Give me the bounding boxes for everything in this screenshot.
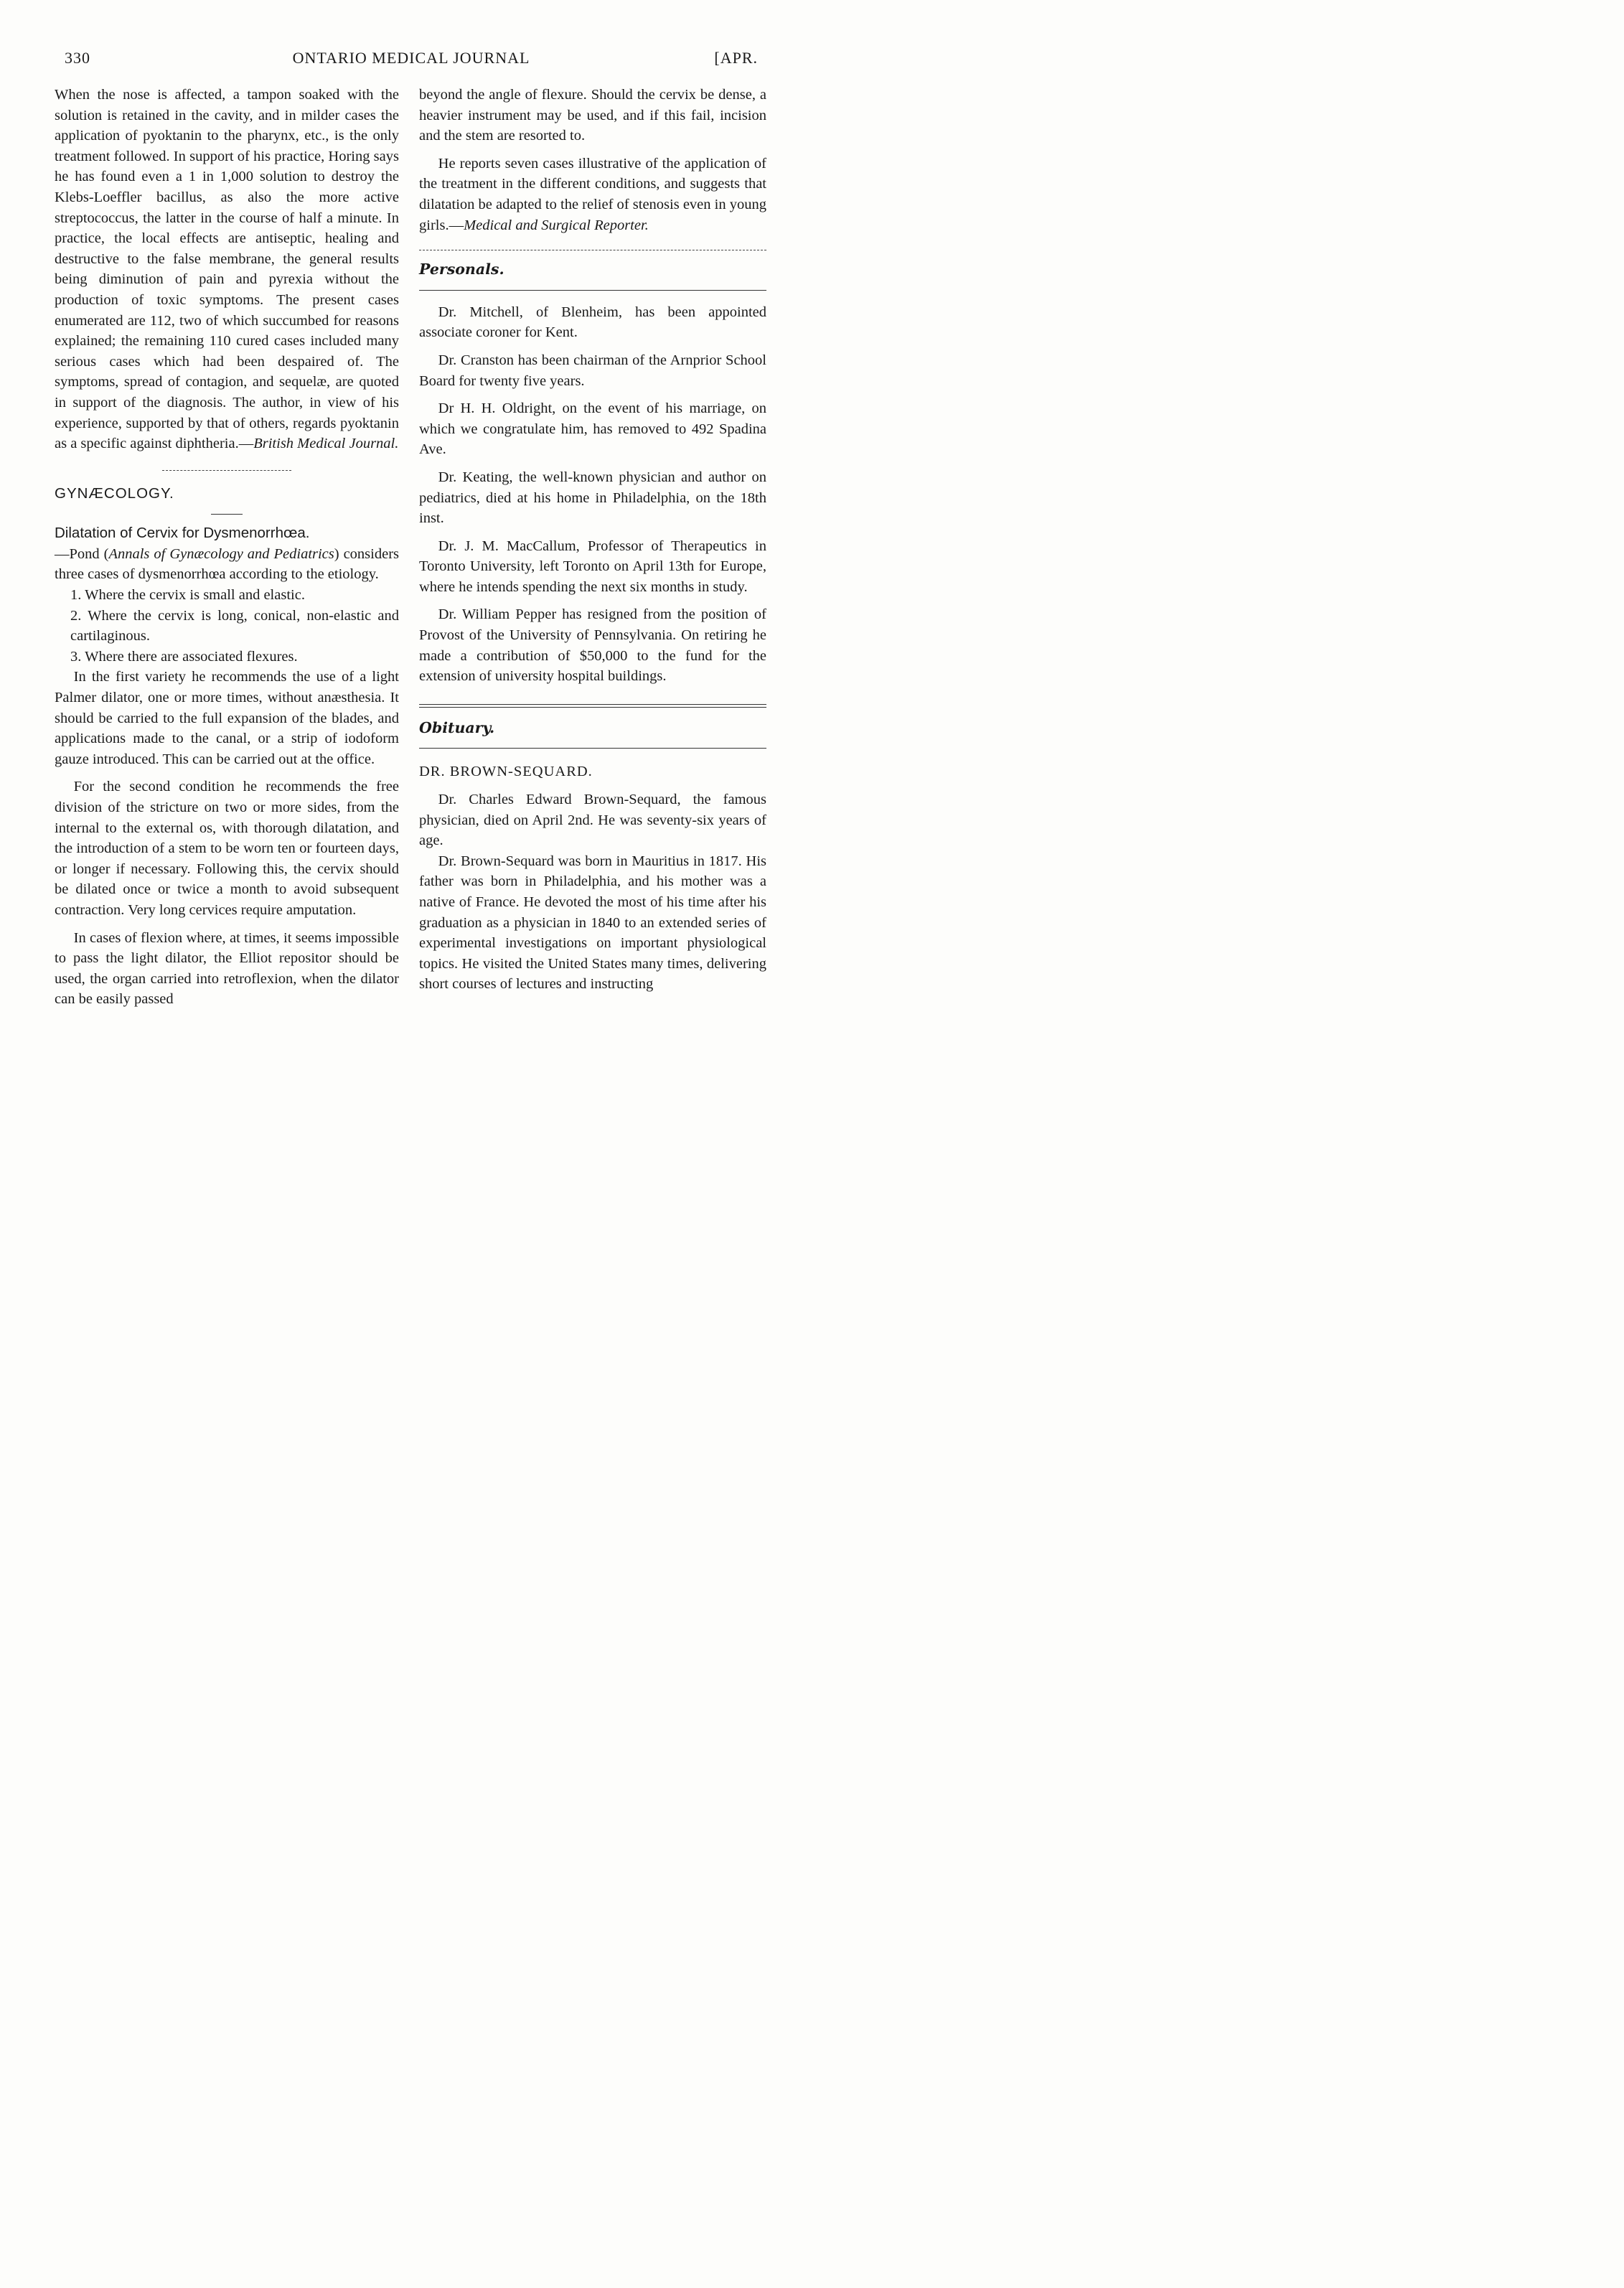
issue-month: [APR. (714, 49, 758, 67)
left-column (55, 85, 399, 1010)
continued-paragraph: beyond the angle of flexure. Should the cervix be dense, a heavier instrument may be used, and if this fail, incision and the stem are resorted to. (419, 87, 766, 144)
article-title: Dilatation of Cervix for Dysmenorrhœa. (55, 525, 310, 542)
page-number: 330 (65, 49, 90, 67)
section-double-rule-2 (419, 707, 766, 708)
article-intro-text: —Pond ( (55, 545, 109, 562)
obituary-name: DR. BROWN-SEQUARD. (419, 764, 593, 780)
section-heading: GYNÆCOLOGY. (55, 484, 174, 502)
right-column (419, 85, 766, 995)
section-double-rule (419, 704, 766, 705)
heading-rule (419, 290, 766, 291)
obituary-heading: Obituary. (419, 718, 495, 736)
personals-heading: Personals. (419, 261, 504, 278)
personal-item-cranston: Dr. Cranston has been chairman of the Arnprior School Board for twenty five years. (419, 352, 766, 389)
list-item-2: 2. Where the cervix is long, conical, non-elastic and cartilaginous. (70, 607, 399, 644)
paragraph-flexion: In cases of flexion where, at times, it seems impossible to pass the light dilator, the Elliot repositor should be used, the organ carried into retroflexion, when the dilator can be easily passed (55, 929, 399, 1008)
page-header (65, 49, 758, 72)
heading-rule (419, 748, 766, 749)
list-item-3: 3. Where there are associated flexures. (70, 648, 298, 665)
personal-item-mitchell: Dr. Mitchell, of Blenheim, has been appointed associate coroner for Kent. (419, 304, 766, 341)
paragraph-first-variety: In the first variety he recommends the use of a light Palmer dilator, one or more times, without anæsthesia. It should be carried to the full expansion of the blades, and applications made to the canal, or a strip of iodoform gauze introduced. This can be carried out at the office. (55, 669, 399, 767)
cases-citation: Medical and Surgical Reporter. (464, 217, 649, 233)
personal-item-keating: Dr. Keating, the well-known physician and author on pediatrics, died at his home in Philadelphia, on the 18th inst. (419, 469, 766, 527)
section-divider (162, 470, 291, 471)
cases-paragraph (419, 154, 766, 235)
obituary-paragraph-1: Dr. Charles Edward Brown-Sequard, the famous physician, died on April 2nd. He was seventy-six years of age. (419, 792, 766, 849)
intro-paragraph (55, 85, 399, 454)
obituary-paragraph-2: Dr. Brown-Sequard was born in Mauritius in 1817. His father was born in Philadelphia, and his mother was a native of France. He devoted the most of his time after his graduation as a physician in 1840 to an extended series of experimental investigations on important physiological topics. He visited the United States many times, delivering short courses of lectures and instructing (419, 853, 766, 993)
article-intro (55, 544, 399, 585)
list-item-1: 1. Where the cervix is small and elastic. (70, 587, 305, 604)
heading-rule (211, 514, 243, 515)
personal-item-pepper: Dr. William Pepper has resigned from the position of Provost of the University of Pennsylvania. On retiring he made a contribution of $50,000 to the fund for the extension of university hospital buildings. (419, 606, 766, 685)
paragraph-second-condition: For the second condition he recommends the free division of the stricture on two or more sides, from the internal to the external os, with thorough dilatation, and the introduction of a stem to be worn ten or fourteen days, or longer if necessary. Following this, the cervix should be dilated once or twice a month to avoid subsequent contraction. Very long cervices require amputation. (55, 779, 399, 918)
personal-item-oldright: Dr H. H. Oldright, on the event of his marriage, on which we congratulate him, has removed to 492 Spadina Ave. (419, 400, 766, 458)
article-intro-text-end: ) considers three cases of dysmenorrhœa according to the etiology. (55, 545, 399, 583)
intro-citation: British Medical Journal. (253, 436, 399, 452)
cases-text: He reports seven cases illustrative of the application of the treatment in the different conditions, and suggests that dilatation be adapted to the relief of stenosis even in young girls.— (419, 155, 766, 233)
journal-title: ONTARIO MEDICAL JOURNAL (292, 49, 530, 67)
intro-text: When the nose is affected, a tampon soaked with the solution is retained in the cavity, and in milder cases the application of pyoktanin to the pharynx, etc., is the only treatment followed. In support of his practice, Horing says he has found even a 1 in 1,000 solution to destroy the Klebs-Loeffler bacillus, as also the more active streptococcus, the latter in the course of half a minute. In practice, the local effects are antiseptic, healing and destructive to the false membrane, the general results being diminution of pain and pyrexia without the production of toxic symptoms. The present cases enumerated are 112, two of which succumbed for reasons explained; the remaining 110 cured cases included many serious cases which had been despaired of. The symptoms, spread of contagion, and sequelæ, are quoted in support of the diagnosis. The author, in view of his experience, supported by that of others, regards pyoktanin as a specific against diphtheria.— (55, 87, 399, 452)
personal-item-maccallum: Dr. J. M. MacCallum, Professor of Therapeutics in Toronto University, left Toronto on April 13th for Europe, where he intends spending the next six months in study. (419, 538, 766, 595)
article-intro-citation: Annals of Gynæcology and Pediatrics (108, 545, 334, 562)
